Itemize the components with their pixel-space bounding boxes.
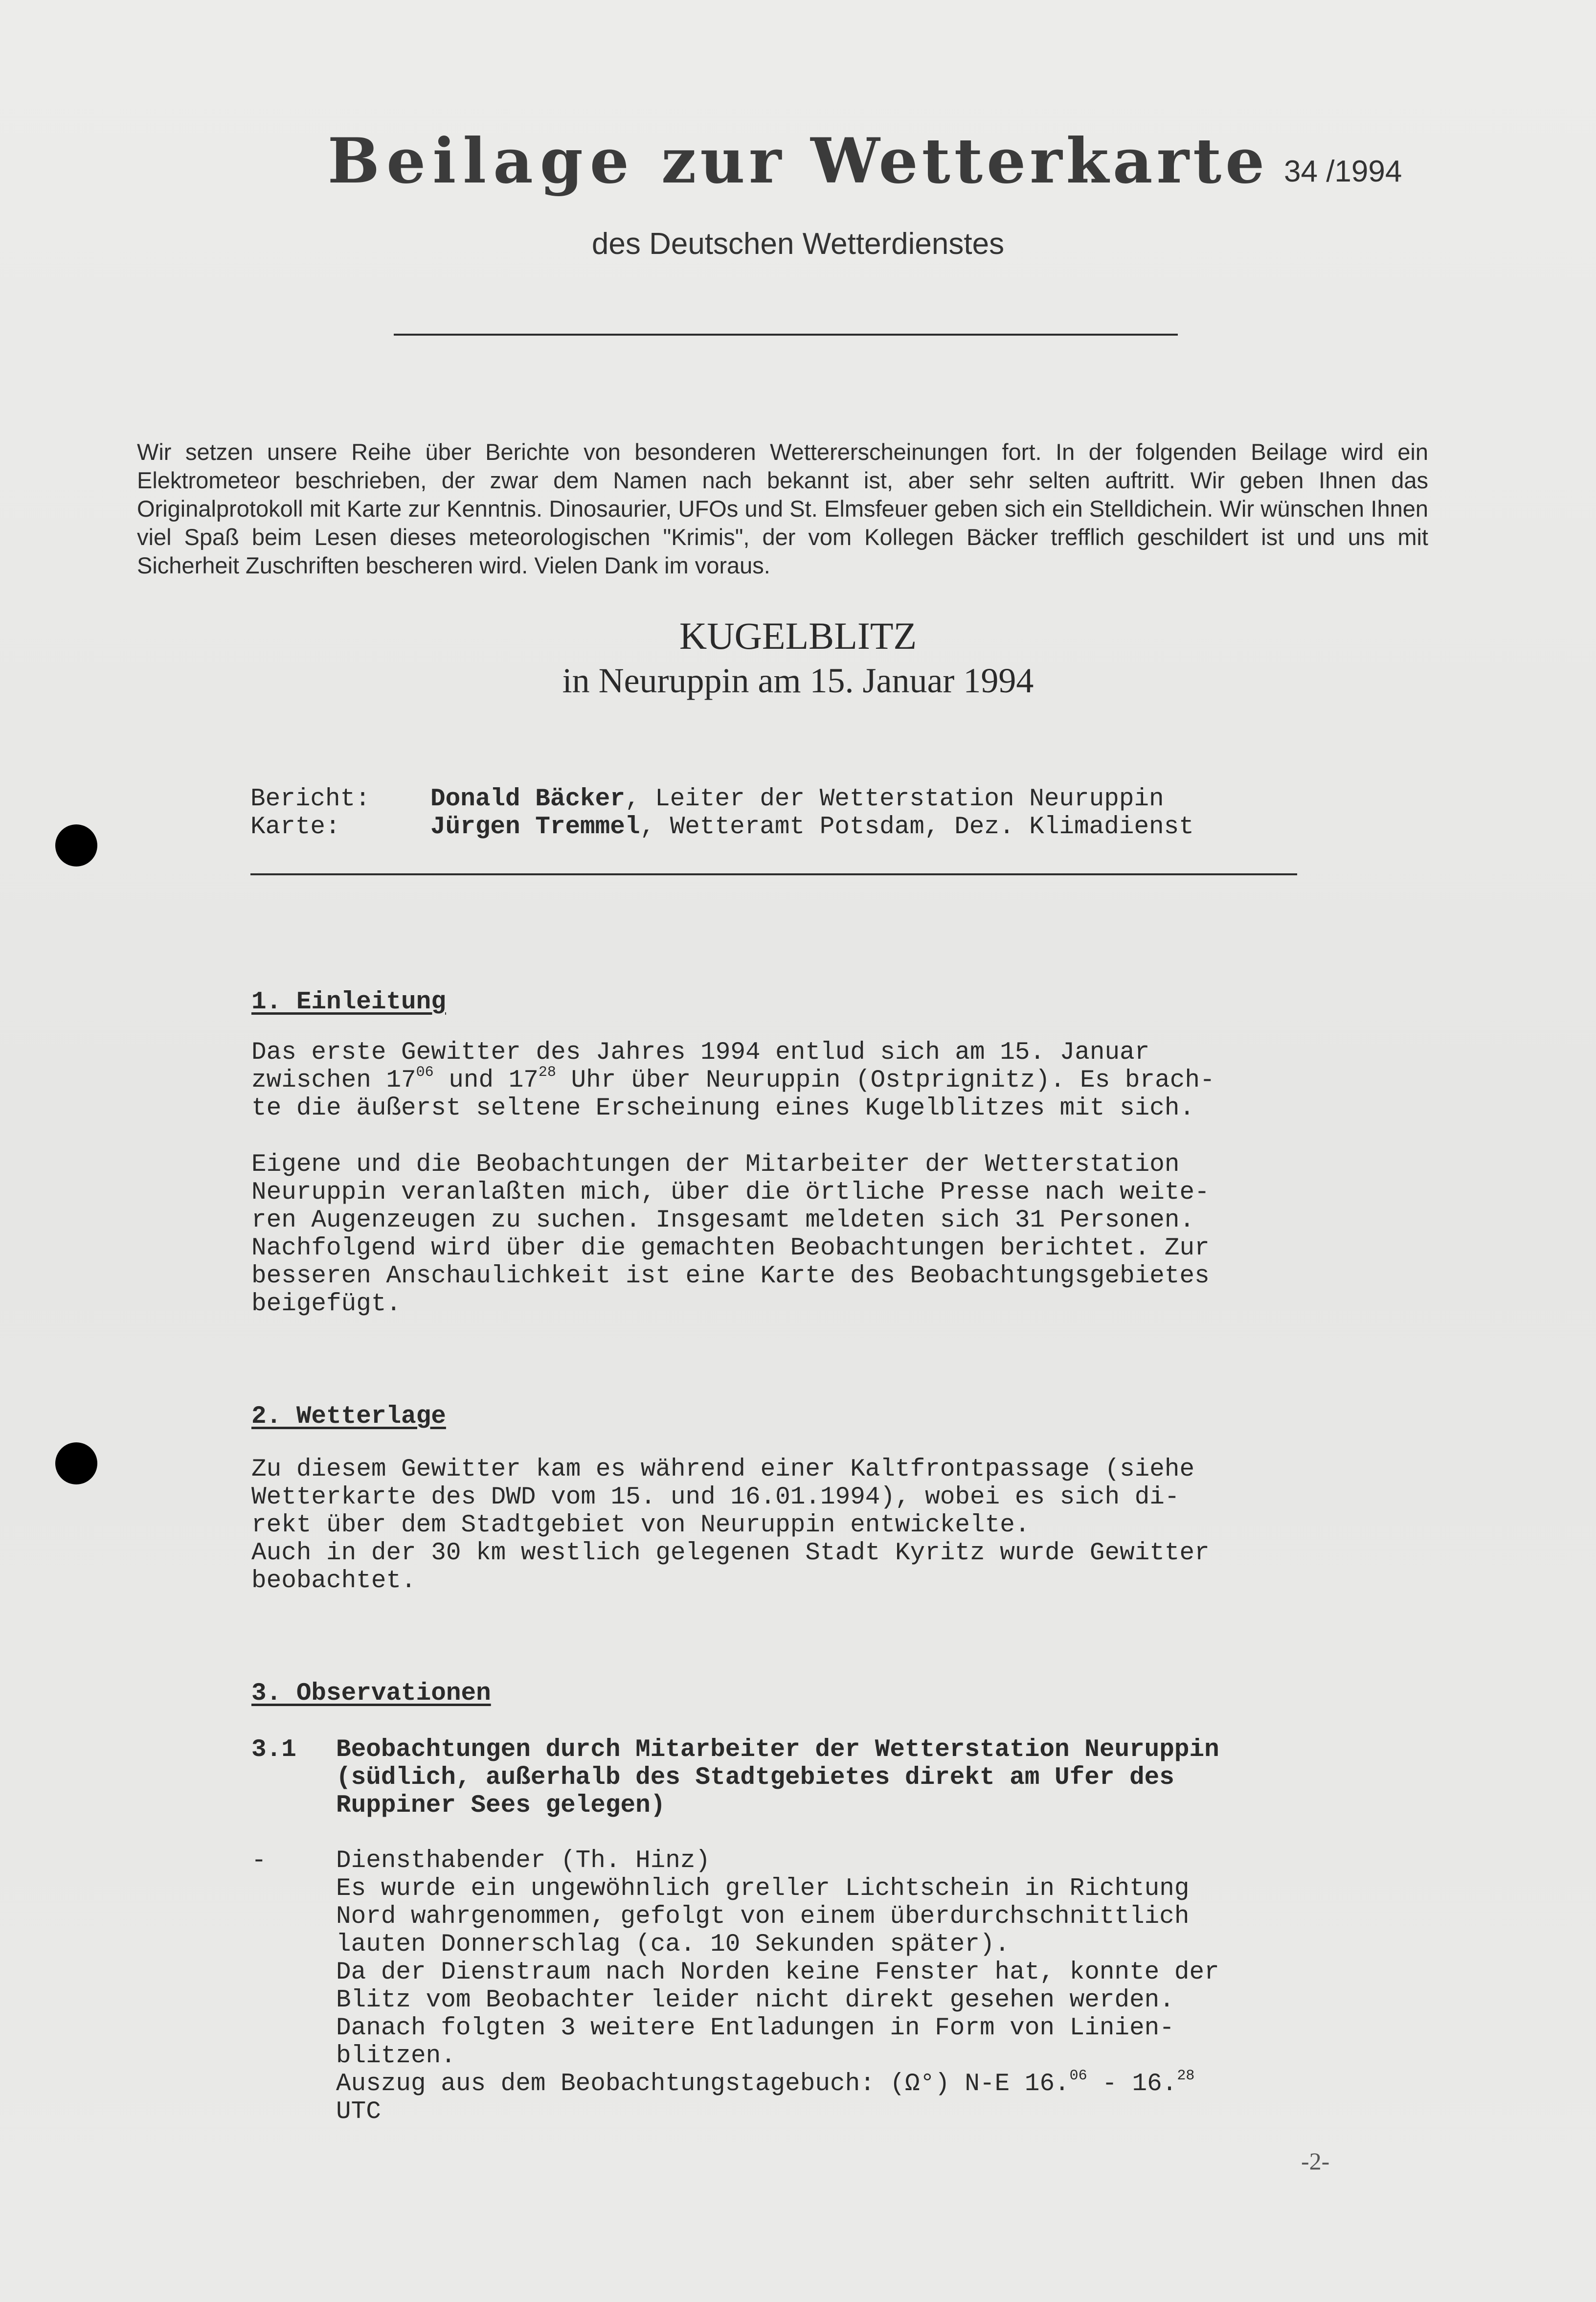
- credit-role: , Leiter der Wetterstation Neuruppin: [625, 785, 1164, 813]
- credit-value: [430, 785, 1164, 813]
- subsection-3-1: [251, 1736, 1298, 1820]
- text-line: te die äußerst seltene Erscheinung eines Kugelblitzes mit sich.: [251, 1094, 1195, 1122]
- observation-text: [336, 1847, 1219, 2126]
- header-divider: [394, 334, 1178, 336]
- weather-symbol: Ω°: [905, 2070, 935, 2098]
- credit-row-report: [250, 785, 1326, 813]
- superscript-minutes: 28: [1177, 2068, 1195, 2084]
- text-fragment: und 17: [433, 1067, 539, 1094]
- intro-paragraph: Wir setzen unsere Reihe über Berichte von besonderen Wettererscheinungen fort. In der folgenden Beilage wird ein Elektrometeor beschrieben, der zwar dem Namen nach bekannt ist, aber sehr selten auftritt. Wir geben Ihnen das Originalprotokoll mit Karte zur Kenntnis. Dinosaurier, UFOs und St. Elmsfeuer geben sich ein Stelldichein. Wir wünschen Ihnen viel Spaß beim Lesen dieses meteorologischen "Krimis", der vom Kollegen Bäcker trefflich geschildert ist und uns mit Sicherheit Zuschriften bescheren wird. Vielen Dank im voraus.: [137, 439, 1428, 578]
- text-fragment: Auszug aus dem Beobachtungstagebuch: (: [336, 2070, 905, 2098]
- article-title: KUGELBLITZ: [679, 615, 917, 657]
- text-fragment: UTC: [336, 2098, 381, 2126]
- publisher-subtitle: des Deutschen Wetterdienstes: [591, 227, 1005, 261]
- issue-number: 34 /1994: [1284, 155, 1402, 188]
- credit-role: , Wetteramt Potsdam, Dez. Klimadienst: [640, 813, 1194, 841]
- title-word: Wetterkarte: [810, 125, 1269, 197]
- credit-name: Jürgen Tremmel: [430, 813, 640, 841]
- section-heading-observationen: 3. Observationen: [251, 1680, 491, 1708]
- punch-hole-bottom: [55, 1442, 97, 1484]
- observation-body: Diensthabender (Th. Hinz) Es wurde ein ungewöhnlich greller Lichtschein in Richtung Nord wahrgenommen, gefolgt von einem überdurchschnittlich lauten Donnerschlag (ca. 10 Sekunden später). Da der Dienstraum nach Norden keine Fenster hat, konnte der Blitz vom Beobachter leider nicht direkt gesehen werden. Danach folgten 3 weitere Entladungen in Form von Linien- blitzen.: [336, 1847, 1219, 2070]
- credit-label: Karte:: [250, 813, 340, 841]
- article-subtitle: in Neuruppin am 15. Januar 1994: [562, 661, 1034, 700]
- superscript-minutes: 28: [538, 1064, 556, 1081]
- text-fragment: Uhr über Neuruppin (Ostprignitz). Es brach-: [556, 1067, 1215, 1094]
- text-fragment: - 16.: [1087, 2070, 1177, 2098]
- credit-row-map: [250, 813, 1326, 841]
- observation-entry: [251, 1847, 1298, 2126]
- section-heading-wetterlage: 2. Wetterlage: [251, 1403, 446, 1431]
- title-word: zur: [661, 125, 786, 197]
- page-number: -2-: [1301, 2147, 1330, 2175]
- title-word: Beilage: [327, 125, 636, 197]
- punch-hole-top: [55, 824, 97, 866]
- text-line: [251, 1064, 1215, 1094]
- credit-name: Donald Bäcker: [430, 785, 625, 813]
- credits-divider: [250, 873, 1297, 875]
- credits-block: [250, 785, 1326, 841]
- credit-label: Bericht:: [250, 785, 370, 813]
- text-fragment: zwischen 17: [251, 1067, 416, 1094]
- subsection-title: Beobachtungen durch Mitarbeiter der Wetterstation Neuruppin (südlich, außerhalb des Stadtgebietes direkt am Ufer des Ruppiner Sees gelegen): [336, 1736, 1219, 1820]
- section-2-paragraph: Zu diesem Gewitter kam es während einer Kaltfrontpassage (siehe Wetterkarte des DWD vom 15. und 16.01.1994), wobei es sich di- rekt über dem Stadtgebiet von Neuruppin entwickelte. Auch in der 30 km westlich gelegenen Stadt Kyritz wurde Gewitter beobachtet.: [251, 1456, 1210, 1595]
- section-1-paragraph-2: Eigene und die Beobachtungen der Mitarbeiter der Wetterstation Neuruppin veranlaßten mich, über die örtliche Presse nach weite- ren Augenzeugen zu suchen. Insgesamt meldeten sich 31 Personen. Nachfolgend wird über die gemachten Beobachtungen berichtet. Zur besseren Anschaulichkeit ist eine Karte des Beobachtungsgebietes beigefügt.: [251, 1151, 1210, 1318]
- section-1-paragraph-1: [251, 1039, 1298, 1122]
- bullet-dash: -: [251, 1847, 267, 1875]
- text-fragment: ) N-E 16.: [935, 2070, 1070, 2098]
- credit-value: [430, 813, 1194, 841]
- superscript-minutes: 06: [416, 1064, 434, 1081]
- section-heading-einleitung: 1. Einleitung: [251, 988, 446, 1016]
- subsection-number: 3.1: [251, 1736, 296, 1764]
- text-line: Das erste Gewitter des Jahres 1994 entlud sich am 15. Januar: [251, 1039, 1150, 1067]
- superscript-minutes: 06: [1069, 2068, 1087, 2084]
